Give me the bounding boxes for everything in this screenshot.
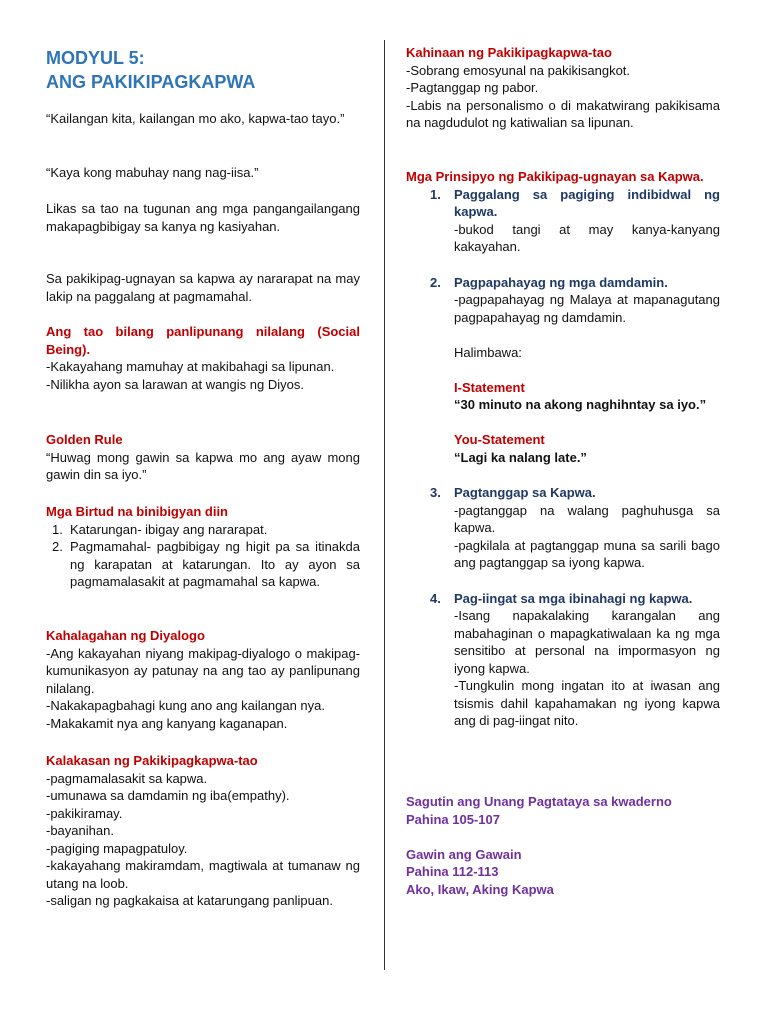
principle-text: -bukod tangi at may kanya-kanyang kakayahan. [454, 221, 720, 254]
kalakasan-item: -umunawa sa damdamin ng iba(empathy). [46, 788, 290, 803]
section-birtud [46, 503, 360, 591]
golden-heading: Golden Rule [46, 432, 123, 447]
you-statement-label: You-Statement [454, 432, 545, 447]
principle-text: -pagpapahayag ng Malaya at mapanagutang pagpapahayag ng damdamin. [454, 292, 720, 325]
principle-4 [406, 590, 720, 730]
task-2-line-3: Ako, Ikaw, Aking Kapwa [406, 881, 554, 897]
principle-number: 3. [430, 485, 441, 500]
principle-number: 2. [430, 274, 441, 290]
birtud-heading: Mga Birtud na binibigyan diin [46, 504, 228, 519]
title-line-2: ANG PAKIKIPAGKAPWA [46, 72, 256, 92]
i-statement-text: “30 minuto na akong naghihntay sa iyo.” [454, 397, 707, 412]
list-item [46, 521, 360, 539]
section-kalakasan [46, 752, 360, 910]
principle-1 [406, 186, 720, 256]
kalakasan-item: -pagmamalasakit sa kapwa. [46, 770, 208, 786]
social-item: -Nilikha ayon sa larawan at wangis ng Diyos. [46, 376, 304, 392]
you-statement-text: “Lagi ka nalang late.” [454, 449, 587, 465]
diyalogo-heading: Kahalagahan ng Diyalogo [46, 628, 205, 643]
principle-2 [406, 274, 720, 467]
principle-title: Pag-iingat sa mga ibinahagi ng kapwa. [454, 590, 693, 606]
golden-text: “Huwag mong gawin sa kapwa mo ang ayaw mong gawin din sa iyo.” [46, 449, 360, 482]
list-number: 1. [52, 521, 63, 537]
kahinaan-heading: Kahinaan ng Pakikipagkapwa-tao [406, 45, 612, 60]
list-number: 2. [52, 539, 63, 554]
kalakasan-item: -pagiging mapagpatuloy. [46, 840, 188, 856]
kalakasan-item: -pakikiramay. [46, 805, 123, 821]
example-label: Halimbawa: [454, 344, 522, 360]
social-heading: Ang tao bilang panlipunang nilalang (Social Being). [46, 324, 360, 357]
page-title [46, 46, 255, 94]
column-divider [384, 40, 385, 970]
kalakasan-item: -bayanihan. [46, 823, 114, 838]
quote-2: “Kaya kong mabuhay nang nag-iisa.” [46, 165, 259, 180]
kahinaan-item: -Sobrang emosyunal na pakikisangkot. [406, 62, 631, 78]
task-1-line-1: Sagutin ang Unang Pagtataya sa kwaderno [406, 794, 672, 809]
kahinaan-item: -Pagtanggap ng pabor. [406, 80, 539, 95]
kalakasan-item: -kakayahang makiramdam, magtiwala at tumanaw ng utang na loob. [46, 858, 360, 891]
principle-number: 4. [430, 590, 441, 606]
principle-title: Pagpapahayag ng mga damdamin. [454, 274, 668, 290]
section-social-being [46, 323, 360, 393]
principle-text: -pagkilala at pagtanggap muna sa sarili bago ang pagtanggap sa iyong kapwa. [454, 537, 720, 570]
kahinaan-item: -Labis na personalismo o di makatwirang pakikisama na nagdudulot ng katiwalian sa lipunan. [406, 97, 720, 130]
principle-text: -pagtanggap na walang paghuhusga sa kapwa. [454, 502, 720, 535]
principle-title: Paggalang sa pagiging indibidwal ng kapwa. [454, 186, 720, 219]
paragraph-1: Likas sa tao na tugunan ang mga pangangailangang makapagbibigay sa kanya ng kasiyahan. [46, 201, 360, 234]
prinsipyo-heading: Mga Prinsipyo ng Pakikipag-ugnayan sa Kapwa. [406, 169, 704, 184]
principle-text: -Tungkulin mong ingatan ito at iwasan ang tsismis dahil kapahamakan ng iyong kapwa ang di pag-iingat nito. [454, 678, 720, 728]
principle-text: -Isang napakalaking karangalan ang mabahaginan o mapagkatiwalaan ka ng mga sensitibo at personal na impormasyon ng iyong kapwa. [454, 608, 720, 676]
kalakasan-item: -saligan ng pagkakaisa at katarungang panlipuan. [46, 893, 333, 908]
principle-title: Pagtanggap sa Kapwa. [454, 485, 596, 500]
diyalogo-item: -Makakamit nya ang kanyang kaganapan. [46, 715, 288, 731]
kalakasan-heading: Kalakasan ng Pakikipagkapwa-tao [46, 753, 258, 768]
list-text: Katarungan- ibigay ang nararapat. [70, 521, 268, 537]
section-diyalogo [46, 627, 360, 732]
paragraph-2: Sa pakikipag-ugnayan sa kapwa ay nararapat na may lakip na paggalang at pagmamahal. [46, 271, 360, 304]
task-block [406, 793, 720, 898]
principle-3 [406, 484, 720, 572]
task-2-line-2: Pahina 112-113 [406, 864, 499, 879]
section-kahinaan [406, 44, 720, 132]
quote-1: “Kailangan kita, kailangan mo ako, kapwa-tao tayo.” [46, 111, 345, 126]
list-text: Pagmamahal- pagbibigay ng higit pa sa itinakda ng karapatan at katarungan. Ito ay ayon sa pagmamalasakit at pagmamahal sa kapwa. [70, 539, 360, 589]
section-prinsipyo [406, 168, 720, 730]
diyalogo-item: -Ang kakayahan niyang makipag-diyalogo o makipag-kumunikasyon ay patunay na ang tao ay panlipunang nilalang. [46, 645, 360, 696]
principle-number: 1. [430, 186, 441, 202]
task-2-line-1: Gawin ang Gawain [406, 846, 522, 862]
list-item [46, 538, 360, 591]
task-1-line-2: Pahina 105-107 [406, 811, 500, 827]
social-item: -Kakayahang mamuhay at makibahagi sa lipunan. [46, 359, 335, 374]
section-golden-rule [46, 431, 360, 484]
i-statement-label: I-Statement [454, 379, 525, 395]
title-line-1: MODYUL 5: [46, 48, 145, 68]
diyalogo-item: -Nakakapagbahagi kung ano ang kailangan nya. [46, 698, 325, 713]
